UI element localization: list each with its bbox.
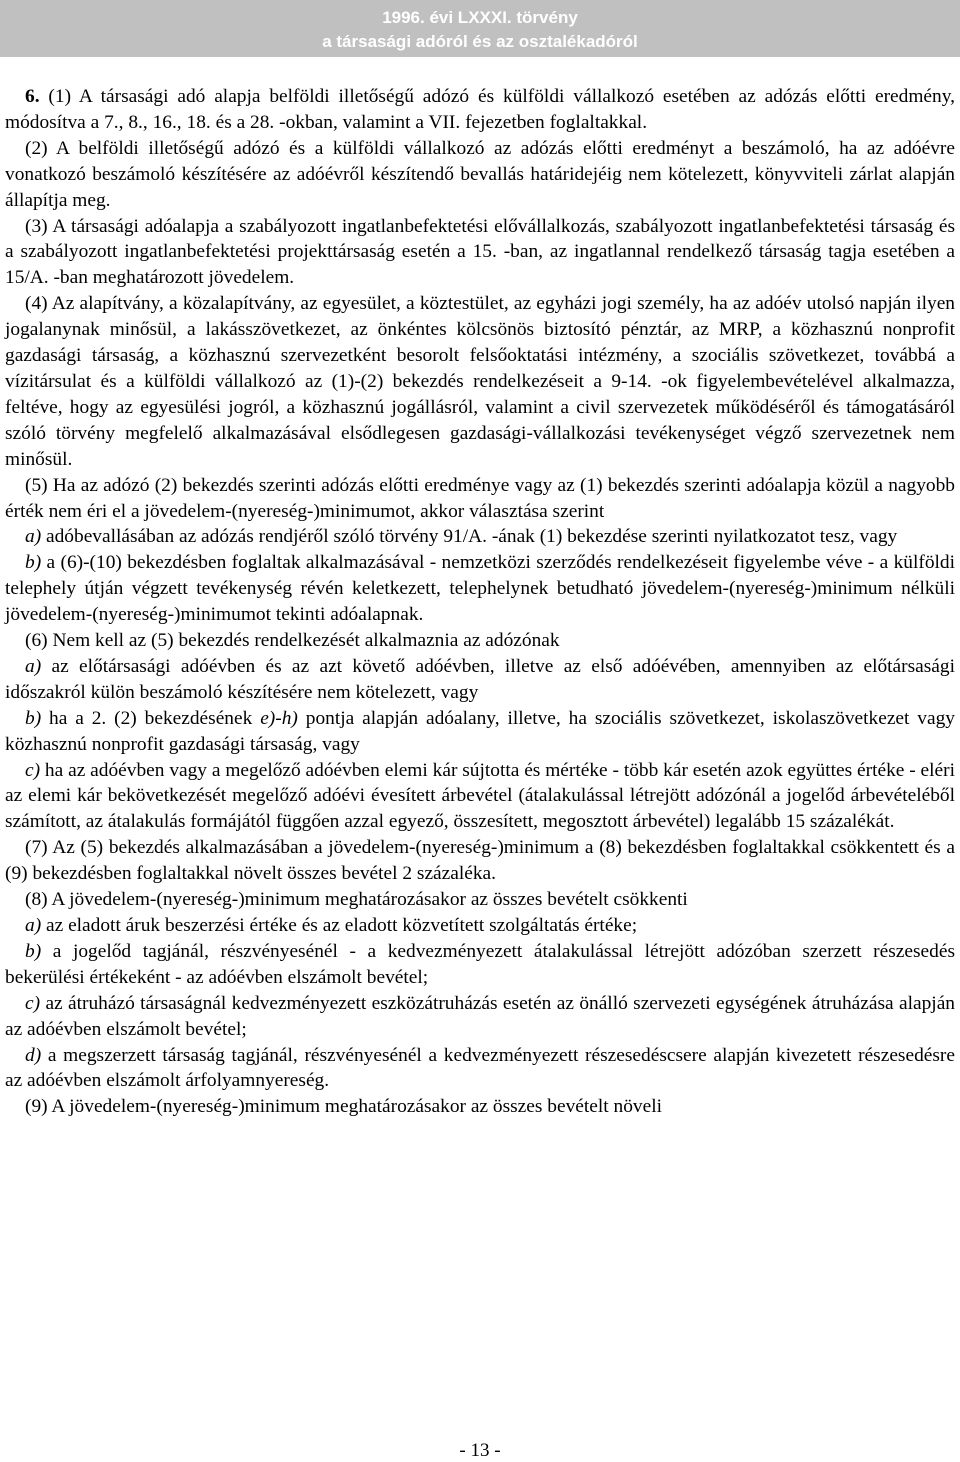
item-label: a) xyxy=(25,526,42,548)
paragraph-6: (6) Nem kell az (5) bekezdés rendelkezését alkalmaznia az adózónak xyxy=(25,630,560,652)
paragraph-1-text: (1) A társasági adó alapja belföldi illetőségű adózó és külföldi vállalkozó esetében az adózás előtti eredmény, módosítva a 7., 8., 16., 18. és a 28. -okban, valamint a VII. fejezetben foglaltakkal. xyxy=(5,86,955,133)
point-reference: e)-h) xyxy=(260,707,298,729)
item-label: a) xyxy=(25,915,42,936)
item-label: c) xyxy=(25,759,41,781)
paragraph-8c: c) az átruházó társaságnál kedvezményezett eszközátruházás esetén az önálló szervezeti egységének átruházása alapján az adóévben elszámolt bevétel; xyxy=(5,992,955,1040)
item-label: a) xyxy=(25,655,42,677)
item-label: d) xyxy=(25,1044,42,1066)
paragraph-4: (4) Az alapítvány, a közalapítvány, az egyesület, a köztestület, az egyházi jogi személy, ha az adóév utolsó napján ilyen jogalanynak minősül, a lakásszövetkezet, az önkéntes kölcsönös biztosító pénztár, az MRP, a közhasznú nonprofit gazdasági társaság, a közhasznú szervezetként besorolt felsőoktatási intézmény, a szociális szövetkezet, továbbá a vízitársulat és a külföldi vállalkozó az (1)-(2) bekezdés rendelkezéseit a 9-14. -ok figyelembevételével alkalmazza, feltéve, hogy az egyesülési jogról, a közhasznú jogállásról, valamint a civil szervezetek működéséről és támogatásáról szóló törvény megfelelő alkalmazásával elsődlegesen gazdasági-vállalkozási tevékenységet végző szervezetnek nem minősül. xyxy=(5,293,955,470)
paragraph-6a: a) az előtársasági adóévben és az azt követő adóévben, illetve az első adóévében, amennyiben az előtársasági időszakról külön beszámoló készítésére nem kötelezett, vagy xyxy=(5,655,955,703)
paragraph-5: (5) Ha az adózó (2) bekezdés szerinti adózás előtti eredménye vagy az (1) bekezdés szerinti adóalapja közül a nagyobb érték nem éri el a jövedelem-(nyereség-)minimumot, akkor választása szerint xyxy=(5,474,955,522)
paragraph-8b: b) a jogelőd tagjánál, részvényesénél - a kedvezményezett átalakulással létrejött adózóban szerzett részesedés bekerülési értékeként - az adóévben elszámolt bevétel; xyxy=(5,940,955,988)
item-label: b) xyxy=(25,552,42,574)
item-label: b) xyxy=(25,940,42,962)
paragraph-9: (9) A jövedelem-(nyereség-)minimum meghatározásakor az összes bevételt növeli xyxy=(25,1096,662,1118)
law-subtitle: a társasági adóról és az osztalékadóról xyxy=(322,32,638,51)
page-number: - 13 - xyxy=(459,1440,501,1461)
paragraph-8a: a) az eladott áruk beszerzési értéke és az eladott közvetített szolgáltatás értéke; xyxy=(25,915,638,936)
paragraph-1 xyxy=(5,84,955,136)
paragraph-3: (3) A társasági adóalapja a szabályozott ingatlanbefektetési elővállalkozás, szabályozott ingatlanbefektetési társaság és a szabályozott ingatlanbefektetési projekttársaság esetén a 15. -ban, az ingatlannal rendelkező társaság tagja esetében a 15/A. -ban meghatározott jövedelem. xyxy=(5,215,955,289)
section-number: 6. xyxy=(25,86,40,107)
item-label: c) xyxy=(25,992,41,1014)
paragraph-8d: d) a megszerzett társaság tagjánál, részvényesénél a kedvezményezett részesedéscsere alapján kivezetett részesedésre az adóévben elszámolt árfolyamnyereség. xyxy=(5,1044,955,1092)
paragraph-6c: c) ha az adóévben vagy a megelőző adóévben elemi kár sújtotta és mértéke - több kár esetén azok együttes értéke - eléri az elemi kár bekövetkezését megelőző adóévi évesített árbevétel (átalakulással létrejött adózónál a jogelőd árbevételéből számított, az átalakulás formájától függően azzal egyező, összesített, megosztott árbevétel) legalább 15 százalékát. xyxy=(5,759,955,833)
paragraph-5b: b) a (6)-(10) bekezdésben foglaltak alkalmazásával - nemzetközi szerződés rendelkezéseit figyelembe véve - a külföldi telephely útján végzett tevékenység révén keletkezett, telephelynek betudható jövedelem-(nyereség-)minimum nélküli jövedelem-(nyereség-)minimumot tekinti adóalapnak. xyxy=(5,552,955,626)
paragraph-7: (7) Az (5) bekezdés alkalmazásában a jövedelem-(nyereség-)minimum a (8) bekezdésben foglaltakkal csökkentett és a (9) bekezdésben foglaltakkal növelt összes bevétel 2 százaléka. xyxy=(5,837,955,885)
paragraph-5a: a) adóbevallásában az adózás rendjéről szóló törvény 91/A. -ának (1) bekezdése szerinti nyilatkozatot tesz, vagy xyxy=(25,526,898,548)
document-body xyxy=(5,84,955,1120)
paragraph-8: (8) A jövedelem-(nyereség-)minimum meghatározásakor az összes bevételt csökkenti xyxy=(25,889,688,911)
law-title: 1996. évi LXXXI. törvény xyxy=(382,8,578,27)
item-label: b) xyxy=(25,707,42,729)
document-header xyxy=(0,0,960,57)
paragraph-2: (2) A belföldi illetőségű adózó és a külföldi vállalkozó az adózás előtti eredményt a beszámoló, ha az adóévre vonatkozó beszámoló készítésére az adóévről készítendő bevallás határidejéig nem kötelezett, könyvviteli zárlat alapján állapítja meg. xyxy=(5,137,955,211)
paragraph-6b: b) ha a 2. (2) bekezdésének e)-h) pontja alapján adóalany, illetve, ha szociális szövetkezet, iskolaszövetkezet vagy közhasznú nonprofit gazdasági társaság, vagy xyxy=(5,707,955,755)
